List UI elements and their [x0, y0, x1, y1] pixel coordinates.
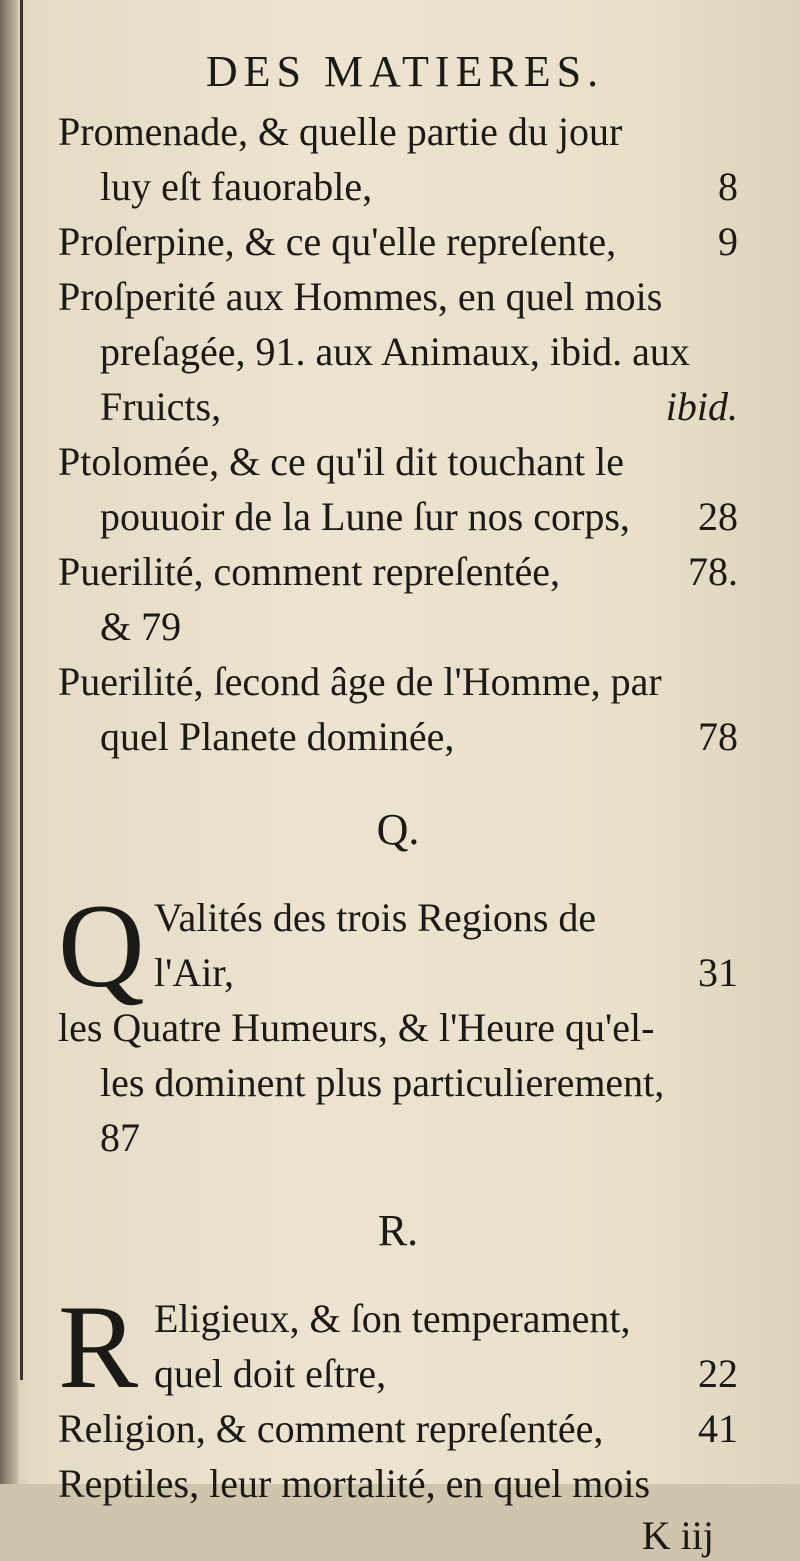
index-entry-ptolomee [58, 434, 738, 544]
page-number: 78. [688, 549, 738, 594]
drop-cap-q: Q [58, 879, 145, 1012]
entry-line: preſagée, 91. aux Animaux, ibid. aux [100, 329, 690, 374]
entry-line: les dominent plus particulierement, [100, 1060, 665, 1105]
binding-gutter [0, 0, 18, 1484]
entry-line: Promenade, & quelle partie du jour [58, 109, 623, 154]
entry-line: Puerilité, comment repreſentée, [58, 549, 561, 594]
entry-line: Eligieux, & ſon temperament, [154, 1296, 631, 1341]
entry-line: & 79 [100, 604, 182, 649]
entry-line: Proſerpine, & ce qu'elle repreſente, [58, 219, 617, 264]
page-number: 31 [698, 950, 738, 995]
page-number: 87 [100, 1115, 140, 1160]
entry-line: Proſperité aux Hommes, en quel mois [58, 274, 663, 319]
index-entry-promenade [58, 104, 738, 214]
entry-line: quel doit eſtre, [154, 1351, 387, 1396]
page-number: 9 [718, 219, 738, 264]
drop-cap-r: R [58, 1280, 139, 1413]
entry-line: les Quatre Humeurs, & l'Heure qu'el- [58, 1005, 655, 1050]
index-entry-prosperite [58, 269, 738, 434]
entry-line: quel Planete dominée, [100, 714, 455, 759]
entry-line: Valités des trois Regions de [154, 895, 597, 940]
index-entry-puerilite-age [58, 654, 738, 764]
page-number: 8 [718, 164, 738, 209]
entry-line: pouuoir de la Lune ſur nos corps, [100, 494, 630, 539]
entry-line: Reptiles, leur mortalité, en quel mois [58, 1461, 651, 1506]
index-entry-puerilite-representee [58, 544, 738, 654]
page-number: 78 [698, 714, 738, 759]
entry-line: Ptolomée, & ce qu'il dit touchant le [58, 439, 624, 484]
entry-line: Puerilité, ſecond âge de l'Homme, par [58, 659, 662, 704]
entry-line: luy eſt fauorable, [100, 164, 373, 209]
index-text [58, 40, 738, 1561]
page-number: ibid. [665, 384, 738, 429]
page-number: 28 [698, 494, 738, 539]
entry-line: l'Air, [154, 950, 235, 995]
index-entry-religieux [58, 1280, 738, 1413]
gutter-rule [20, 0, 23, 1380]
page-number: 41 [698, 1406, 738, 1451]
page-number: 22 [698, 1351, 738, 1396]
section-heading-r: R. [377, 1206, 419, 1255]
index-entry-proserpine [58, 214, 738, 269]
index-entry-qualites [58, 879, 738, 1165]
index-entry-religion [58, 1401, 738, 1456]
running-head: DES MATIERES. [205, 47, 605, 96]
entry-line: Fruicts, [100, 384, 222, 429]
signature-mark: K iij [641, 1513, 714, 1558]
entry-line: Religion, & comment repreſentée, [58, 1406, 604, 1451]
section-heading-q: Q. [376, 805, 420, 854]
